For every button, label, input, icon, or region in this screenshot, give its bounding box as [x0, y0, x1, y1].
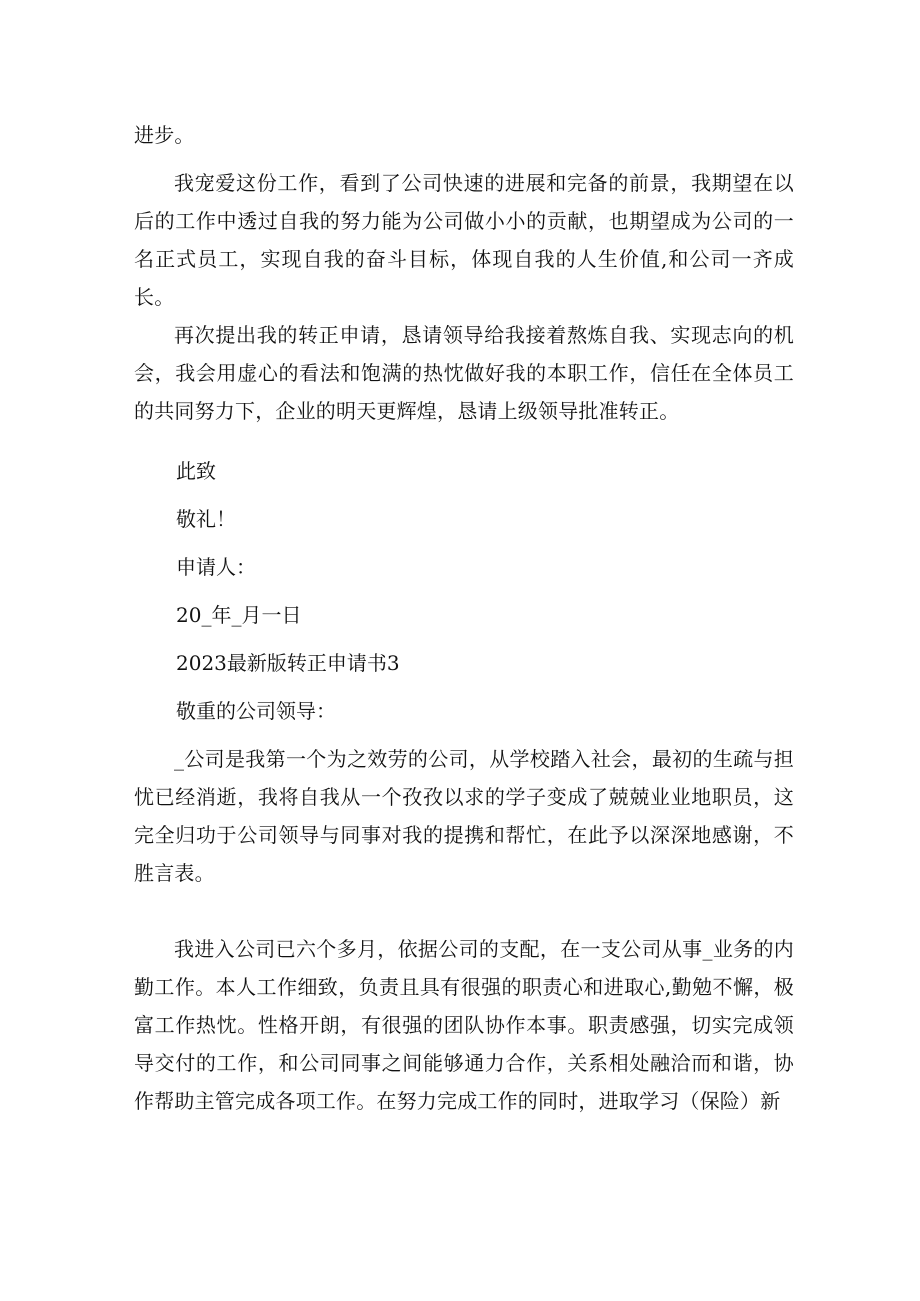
paragraph-continuation: 进步。 — [134, 123, 195, 147]
salutation: 敬重的公司领导： — [176, 699, 336, 723]
closing-salute: 敬礼！ — [176, 507, 236, 531]
paragraph-request-again: 再次提出我的转正申请，恳请领导给我接着熬炼自我、实现志向的机会，我会用虚心的看法和饱满的热忱做好我的本职工作，信任在全体员工的共同努力下，企业的明天更辉煌，恳请上级领导批准转正。 — [134, 323, 794, 423]
section-title: 2023最新版转正申请书3 — [176, 651, 400, 675]
paragraph-love-of-work: 我宠爱这份工作，看到了公司快速的进展和完备的前景，我期望在以后的工作中透过自我的努力能为公司做小小的贡献，也期望成为公司的一名正式员工，实现自我的奋斗目标，体现自我的人生价值,和公司一齐成长。 — [134, 171, 794, 309]
applicant-label: 申请人： — [176, 555, 256, 579]
paragraph-first-company: _公司是我第一个为之效劳的公司，从学校踏入社会，最初的生疏与担忧已经消逝，我将自我从一个孜孜以求的学子变成了兢兢业业地职员，这完全归功于公司领导与同事对我的提携和帮忙，在此予以深深地感谢，不胜言表。 — [134, 747, 794, 885]
closing-regards: 此致 — [176, 459, 216, 483]
paragraph-work-summary: 我进入公司已六个多月，依据公司的支配，在一支公司从事_业务的内勤工作。本人工作细致，负责且具有很强的职责心和进取心,勤勉不懈，极富工作热忱。性格开朗，有很强的团队协作本事。职责感强，切实完成领导交付的工作，和公司同事之间能够通力合作，关系相处融洽而和谐，协作帮助主管完成各项工作。在努力完成工作的同时，进取学习（保险）新 — [134, 937, 794, 1113]
date-line: 20_年_月一日 — [176, 603, 302, 627]
